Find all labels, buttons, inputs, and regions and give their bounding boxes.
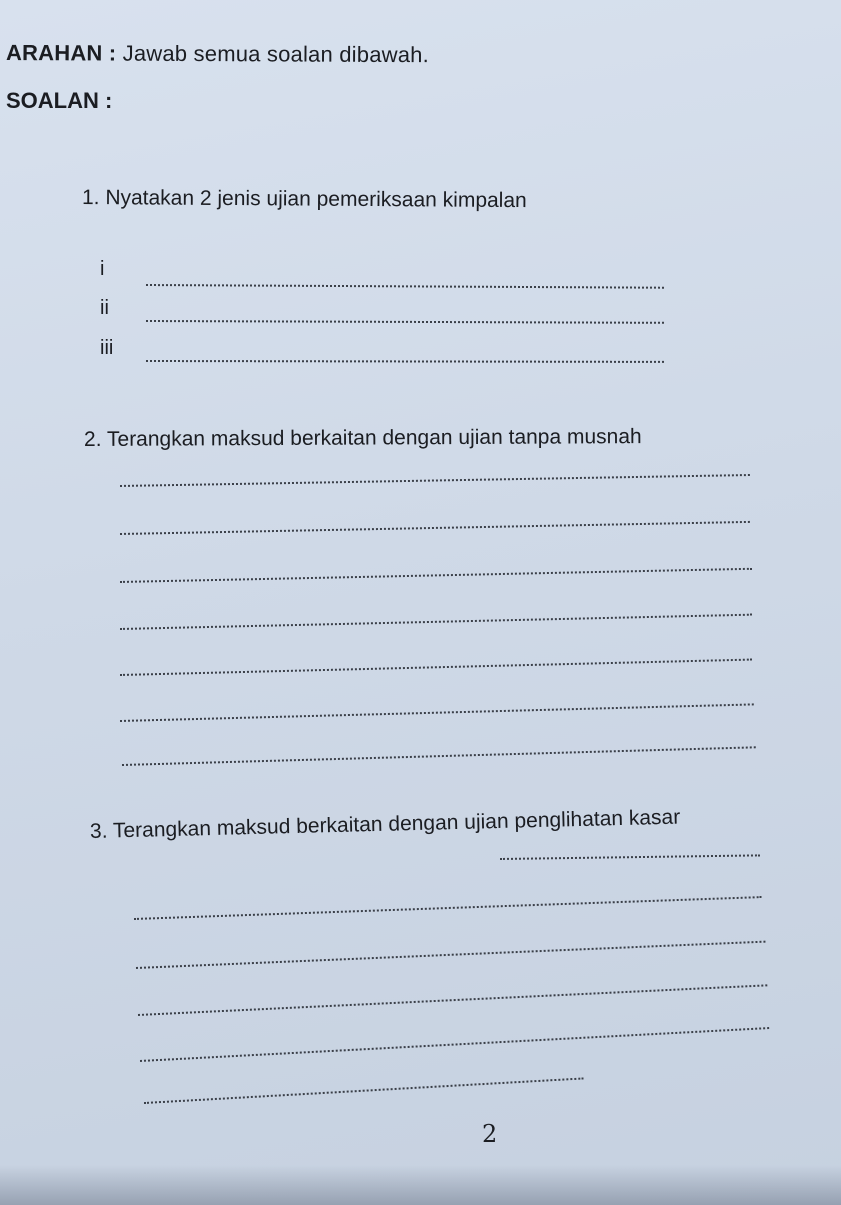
- question-3: [90, 806, 681, 844]
- question-1-text: Nyatakan 2 jenis ujian pemeriksaan kimpalan: [105, 186, 527, 213]
- instruction-label: ARAHAN :: [5, 40, 117, 66]
- section-label: SOALAN :: [6, 88, 113, 113]
- question-2-number: 2.: [83, 427, 102, 451]
- question-2: [84, 425, 642, 452]
- answer-line[interactable]: [138, 984, 767, 1016]
- answer-line[interactable]: [120, 474, 750, 487]
- answer-line[interactable]: [120, 614, 752, 630]
- page-shadow: [0, 1165, 841, 1205]
- question-1: [82, 186, 527, 213]
- answer-line[interactable]: [146, 360, 664, 363]
- question-1-item-iii: iii: [100, 337, 114, 359]
- question-2-text: Terangkan maksud berkaitan dengan ujian tanpa musnah: [106, 425, 642, 451]
- instruction-line: [6, 40, 429, 68]
- answer-line[interactable]: [140, 1027, 769, 1062]
- answer-line[interactable]: [146, 320, 664, 324]
- question-3-number: 3.: [89, 819, 108, 843]
- question-1-number: 1.: [81, 186, 100, 210]
- answer-line[interactable]: [144, 1077, 583, 1104]
- page-number: 2: [482, 1120, 498, 1148]
- answer-line[interactable]: [120, 521, 750, 535]
- answer-line[interactable]: [134, 896, 762, 920]
- answer-line[interactable]: [500, 854, 760, 860]
- question-1-item-ii: ii: [100, 297, 109, 319]
- answer-line[interactable]: [136, 941, 766, 969]
- answer-line[interactable]: [120, 659, 752, 676]
- answer-line[interactable]: [120, 568, 752, 583]
- instruction-text: Jawab semua soalan dibawah.: [122, 40, 430, 68]
- answer-line[interactable]: [122, 746, 756, 766]
- answer-line[interactable]: [146, 284, 664, 289]
- question-1-item-i: i: [100, 258, 105, 280]
- answer-line[interactable]: [120, 703, 754, 722]
- question-3-text: Terangkan maksud berkaitan dengan ujian penglihatan kasar: [112, 805, 681, 843]
